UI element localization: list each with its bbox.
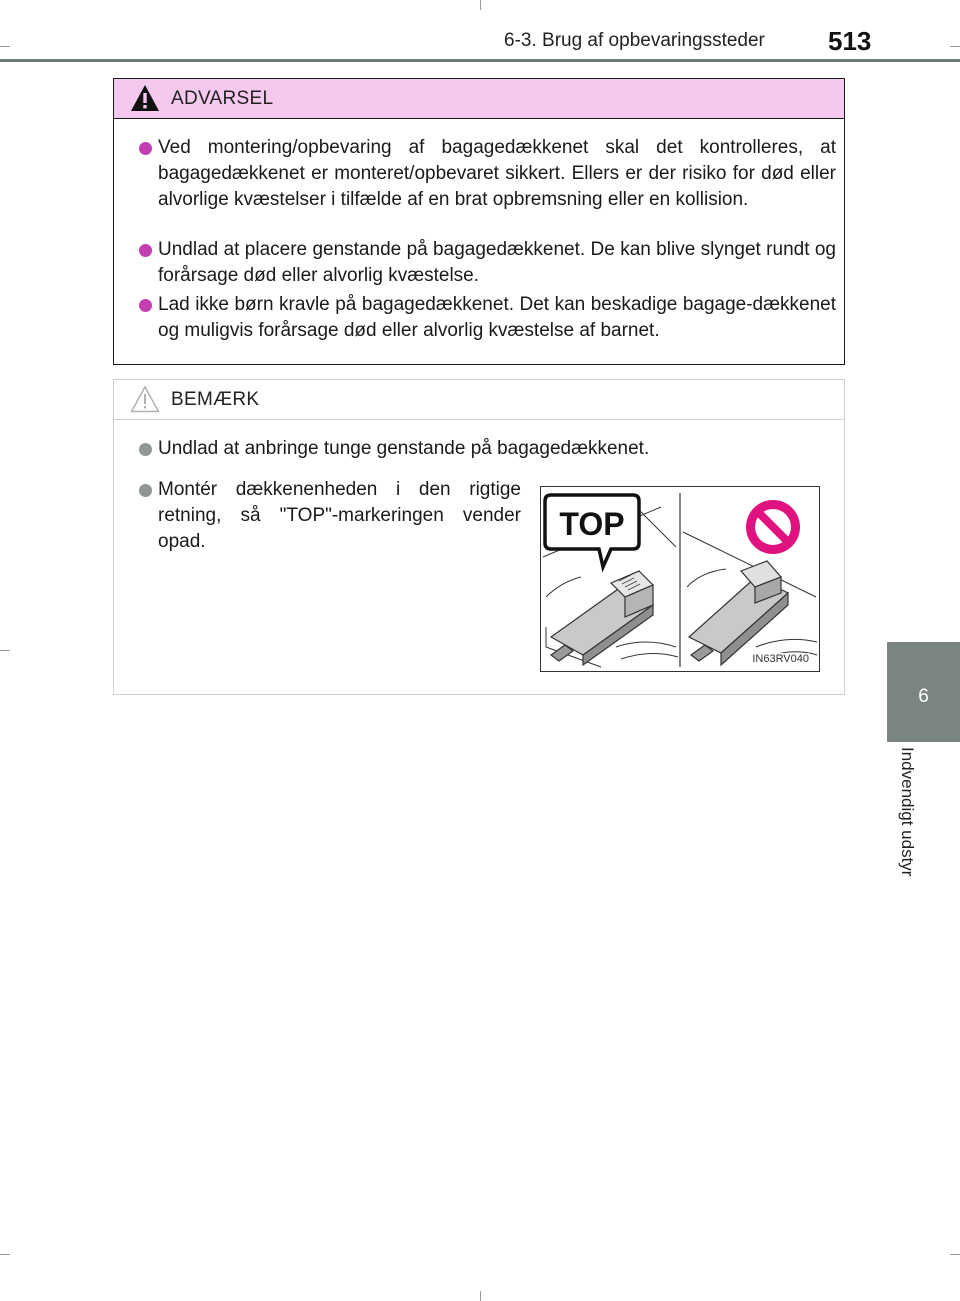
figure-code: IN63RV040 — [752, 653, 809, 665]
note-item — [158, 436, 818, 462]
crop-mark — [0, 650, 10, 651]
warning-box — [113, 78, 845, 365]
note-item-text: Montér dækkenenheden i den rigtige retning, så "TOP"-markeringen vender opad. — [158, 479, 521, 552]
crop-mark — [950, 1254, 960, 1255]
bullet-icon — [139, 244, 152, 257]
warning-item-text: Ved montering/opbevaring af bagagedækkenet skal det kontrolleres, at bagagedækkenet er monteret/opbevaret sikkert. Ellers er der risiko for død eller alvorlige kvæstelser i tilfælde af en brat opbremsning eller en kollision. — [158, 137, 836, 210]
bullet-icon — [139, 142, 152, 155]
section-title: 6-3. Brug af opbevaringssteder — [504, 30, 765, 51]
chapter-tab — [887, 642, 960, 742]
warning-triangle-icon — [130, 84, 160, 112]
warning-item — [158, 237, 836, 289]
note-item-text: Undlad at anbringe tunge genstande på bagagedækkenet. — [158, 438, 650, 459]
bullet-icon — [139, 299, 152, 312]
bullet-icon — [139, 443, 152, 456]
warning-title: ADVARSEL — [171, 88, 274, 109]
warning-title-bar — [114, 79, 844, 119]
page-header — [0, 0, 960, 60]
chapter-number: 6 — [918, 686, 929, 707]
note-box — [113, 379, 845, 695]
warning-item — [158, 292, 836, 344]
header-rule — [0, 59, 960, 62]
warning-item — [158, 135, 836, 213]
cover-drawing — [541, 487, 819, 671]
note-title: BEMÆRK — [171, 389, 260, 410]
bullet-icon — [139, 484, 152, 497]
crop-mark — [0, 1254, 10, 1255]
top-callout-text: TOP — [559, 506, 625, 542]
tonneau-cover-illustration — [540, 486, 820, 672]
page-number: 513 — [828, 26, 872, 56]
chapter-label: Indvendigt udstyr — [898, 747, 917, 877]
note-title-bar — [114, 380, 844, 420]
note-item — [158, 477, 521, 555]
crop-mark — [480, 1291, 481, 1301]
chapter-label-container — [893, 747, 919, 907]
caution-triangle-icon — [130, 385, 160, 413]
warning-item-text: Undlad at placere genstande på bagagedækkenet. De kan blive slynget rundt og forårsage død eller alvorlig kvæstelse. — [158, 239, 836, 286]
prohibition-icon — [746, 500, 800, 554]
warning-item-text: Lad ikke børn kravle på bagagedækkenet. Det kan beskadige bagage-dækkenet og muligvis forårsage død eller alvorlig kvæstelse af barnet. — [158, 294, 836, 341]
